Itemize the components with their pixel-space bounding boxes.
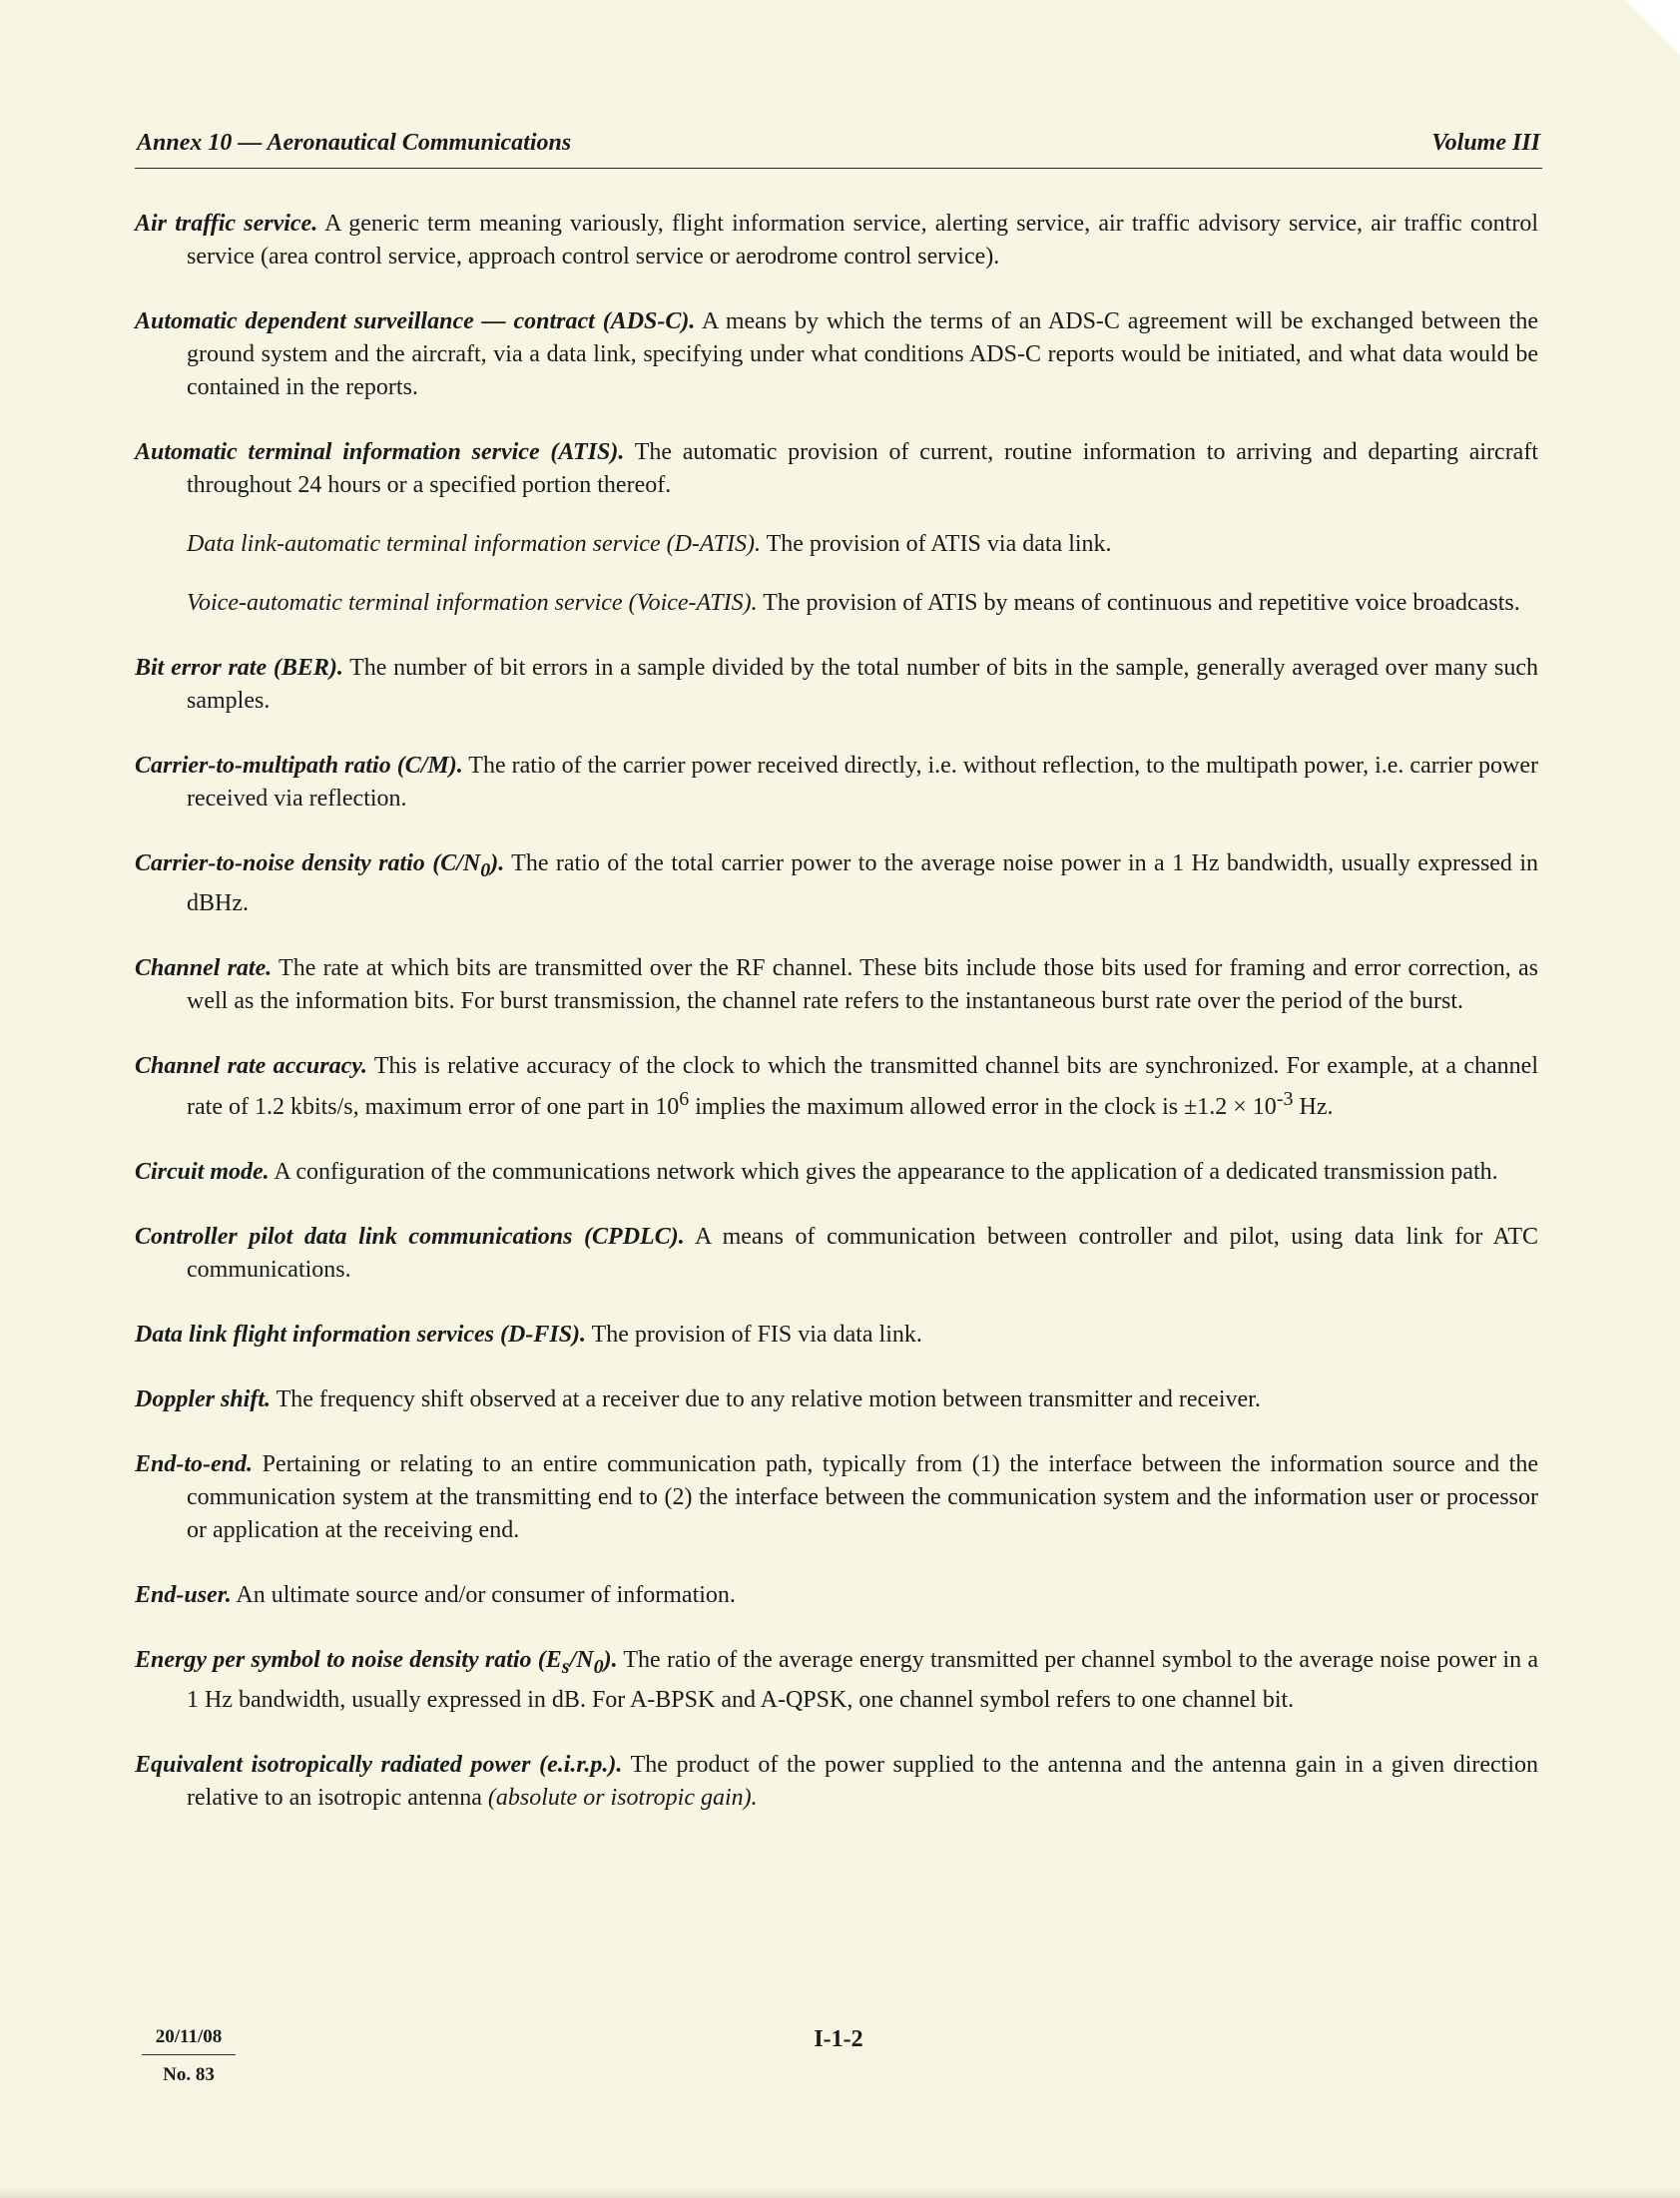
definition-term: Carrier-to-multipath ratio (C/M). (135, 753, 463, 779)
definition-air-traffic-service (135, 208, 1538, 274)
definition-text: The provision of ATIS by means of continuous and repetitive voice broadcasts. (757, 590, 1520, 616)
definition-term: Carrier-to-noise density ratio $(C/N_0)$. (135, 850, 505, 881)
definition-term: End-user. (135, 1581, 232, 1608)
definition-text: An ultimate source and/or consumer of information. (231, 1581, 736, 1608)
definition-text: The provision of ATIS via data link. (761, 531, 1112, 557)
definition-channel-rate-accuracy (135, 1050, 1538, 1124)
definition-term: Air traffic service. (135, 211, 318, 237)
definition-term: Channel rate. (135, 954, 273, 981)
definition-ads-c (135, 305, 1538, 404)
definition-term: Automatic terminal information service (ATIS). (135, 439, 625, 465)
definition-text: The frequency shift observed at a receiver due to any relative motion between transmitter and receiver. (271, 1385, 1261, 1412)
footer-date: 20/11/08 (142, 2026, 236, 2055)
definition-text: The provision of FIS via data link. (586, 1321, 922, 1348)
definition-end-user (135, 1579, 1538, 1612)
definition-text: The automatic provision of current, routine information to arriving and departing aircraft throughout 24 hours or a specified portion thereof. (187, 439, 1538, 498)
definition-term: Doppler shift. (135, 1385, 272, 1412)
page-bottom-edge (0, 2186, 1680, 2198)
definition-doppler-shift (135, 1383, 1538, 1416)
definition-term: End-to-end. (135, 1450, 254, 1477)
definition-italic-tail: (absolute or isotropic gain). (487, 1784, 758, 1811)
definition-text: A means by which the terms of an ADS-C agreement will be exchanged between the ground system and the aircraft, via a data link, specifying under what conditions ADS-C reports would be initiated, and what data would be contained in the reports. (187, 308, 1538, 400)
definition-term: Equivalent isotropically radiated power (e.i.r.p.). (135, 1751, 623, 1778)
definition-term: Data link-automatic terminal information service (D-ATIS). (187, 531, 762, 557)
definition-circuit-mode (135, 1156, 1538, 1189)
definition-eirp (135, 1749, 1538, 1815)
header-annex-title: Annex 10 — Aeronautical Communications (137, 130, 572, 156)
definition-text: The ratio of the average energy transmitted per channel symbol to the average noise power in a 1 Hz bandwidth, usually expressed in dB. For A-BPSK and A-QPSK, one channel symbol refers to one channel bit. (187, 1646, 1538, 1713)
definition-carrier-to-noise (135, 847, 1538, 920)
definition-term: Circuit mode. (135, 1158, 270, 1185)
definition-channel-rate (135, 952, 1538, 1018)
definition-text: This is relative accuracy of the clock to which the transmitted channel bits are synchronized. For example, at a channel rate of 1.2 kbits/s, maximum error of one part in $10^6$ implies the maximum allowed error in the clock is $\pm 1.2 \times 10^{-3}$ Hz. (187, 1052, 1539, 1120)
page-number: I-1-2 (814, 2026, 863, 2052)
definition-text: A configuration of the communications network which gives the appearance to the application of a dedicated transmission path. (269, 1158, 1498, 1185)
definition-cpdlc (135, 1221, 1538, 1287)
definition-term: Voice-automatic terminal information service (Voice-ATIS). (187, 590, 758, 616)
definition-ber (135, 652, 1538, 718)
page-corner-fold (1620, 0, 1680, 60)
definition-end-to-end (135, 1448, 1538, 1547)
header-volume: Volume III (1431, 130, 1540, 156)
definition-carrier-to-multipath (135, 750, 1538, 816)
definition-text: A generic term meaning variously, flight information service, alerting service, air traffic advisory service, air traffic control service (area control service, approach control service or aerodrome control service). (187, 211, 1538, 270)
definition-atis (135, 436, 1538, 502)
definition-text: Pertaining or relating to an entire communication path, typically from (1) the interface between the information source and the communication system at the transmitting end to (2) the interface between the communication system and the information user or processor or application at the receiving end. (187, 1450, 1538, 1543)
definition-text: The product of the power supplied to the antenna and the antenna gain in a given direction relative to an isotropic antenna (187, 1751, 1539, 1811)
definition-text: The ratio of the carrier power received directly, i.e. without reflection, to the multipath power, i.e. carrier power received via reflection. (187, 753, 1538, 812)
definition-term: Data link flight information services (D-FIS). (135, 1321, 587, 1348)
definition-term: Automatic dependent surveillance — contract (ADS-C). (135, 308, 696, 334)
definition-text: The number of bit errors in a sample divided by the total number of bits in the sample, generally averaged over many such samples. (187, 655, 1539, 714)
definition-term: Controller pilot data link communications (CPDLC). (135, 1223, 685, 1250)
definition-term: Energy per symbol to noise density ratio $(E_s/N_0)$. (135, 1646, 618, 1678)
definition-term: Channel rate accuracy. (135, 1052, 368, 1079)
definition-text: The rate at which bits are transmitted over the RF channel. These bits include those bits used for framing and error correction, as well as the information bits. For burst transmission, the channel rate refers to the instantaneous burst rate over the period of the burst. (187, 954, 1539, 1014)
definition-energy-per-symbol (135, 1644, 1538, 1717)
definition-term: Bit error rate (BER). (135, 655, 343, 681)
definition-voice-atis (187, 587, 1538, 620)
running-header (135, 128, 1542, 169)
definition-d-atis (187, 528, 1538, 561)
definition-text: The ratio of the total carrier power to the average noise power in a 1 Hz bandwidth, usually expressed in dBHz. (187, 850, 1538, 916)
definitions-list (135, 208, 1538, 1847)
definition-d-fis (135, 1319, 1538, 1352)
definition-text: A means of communication between controller and pilot, using data link for ATC communications. (187, 1223, 1538, 1283)
footer-amendment-number: No. 83 (163, 2064, 215, 2085)
